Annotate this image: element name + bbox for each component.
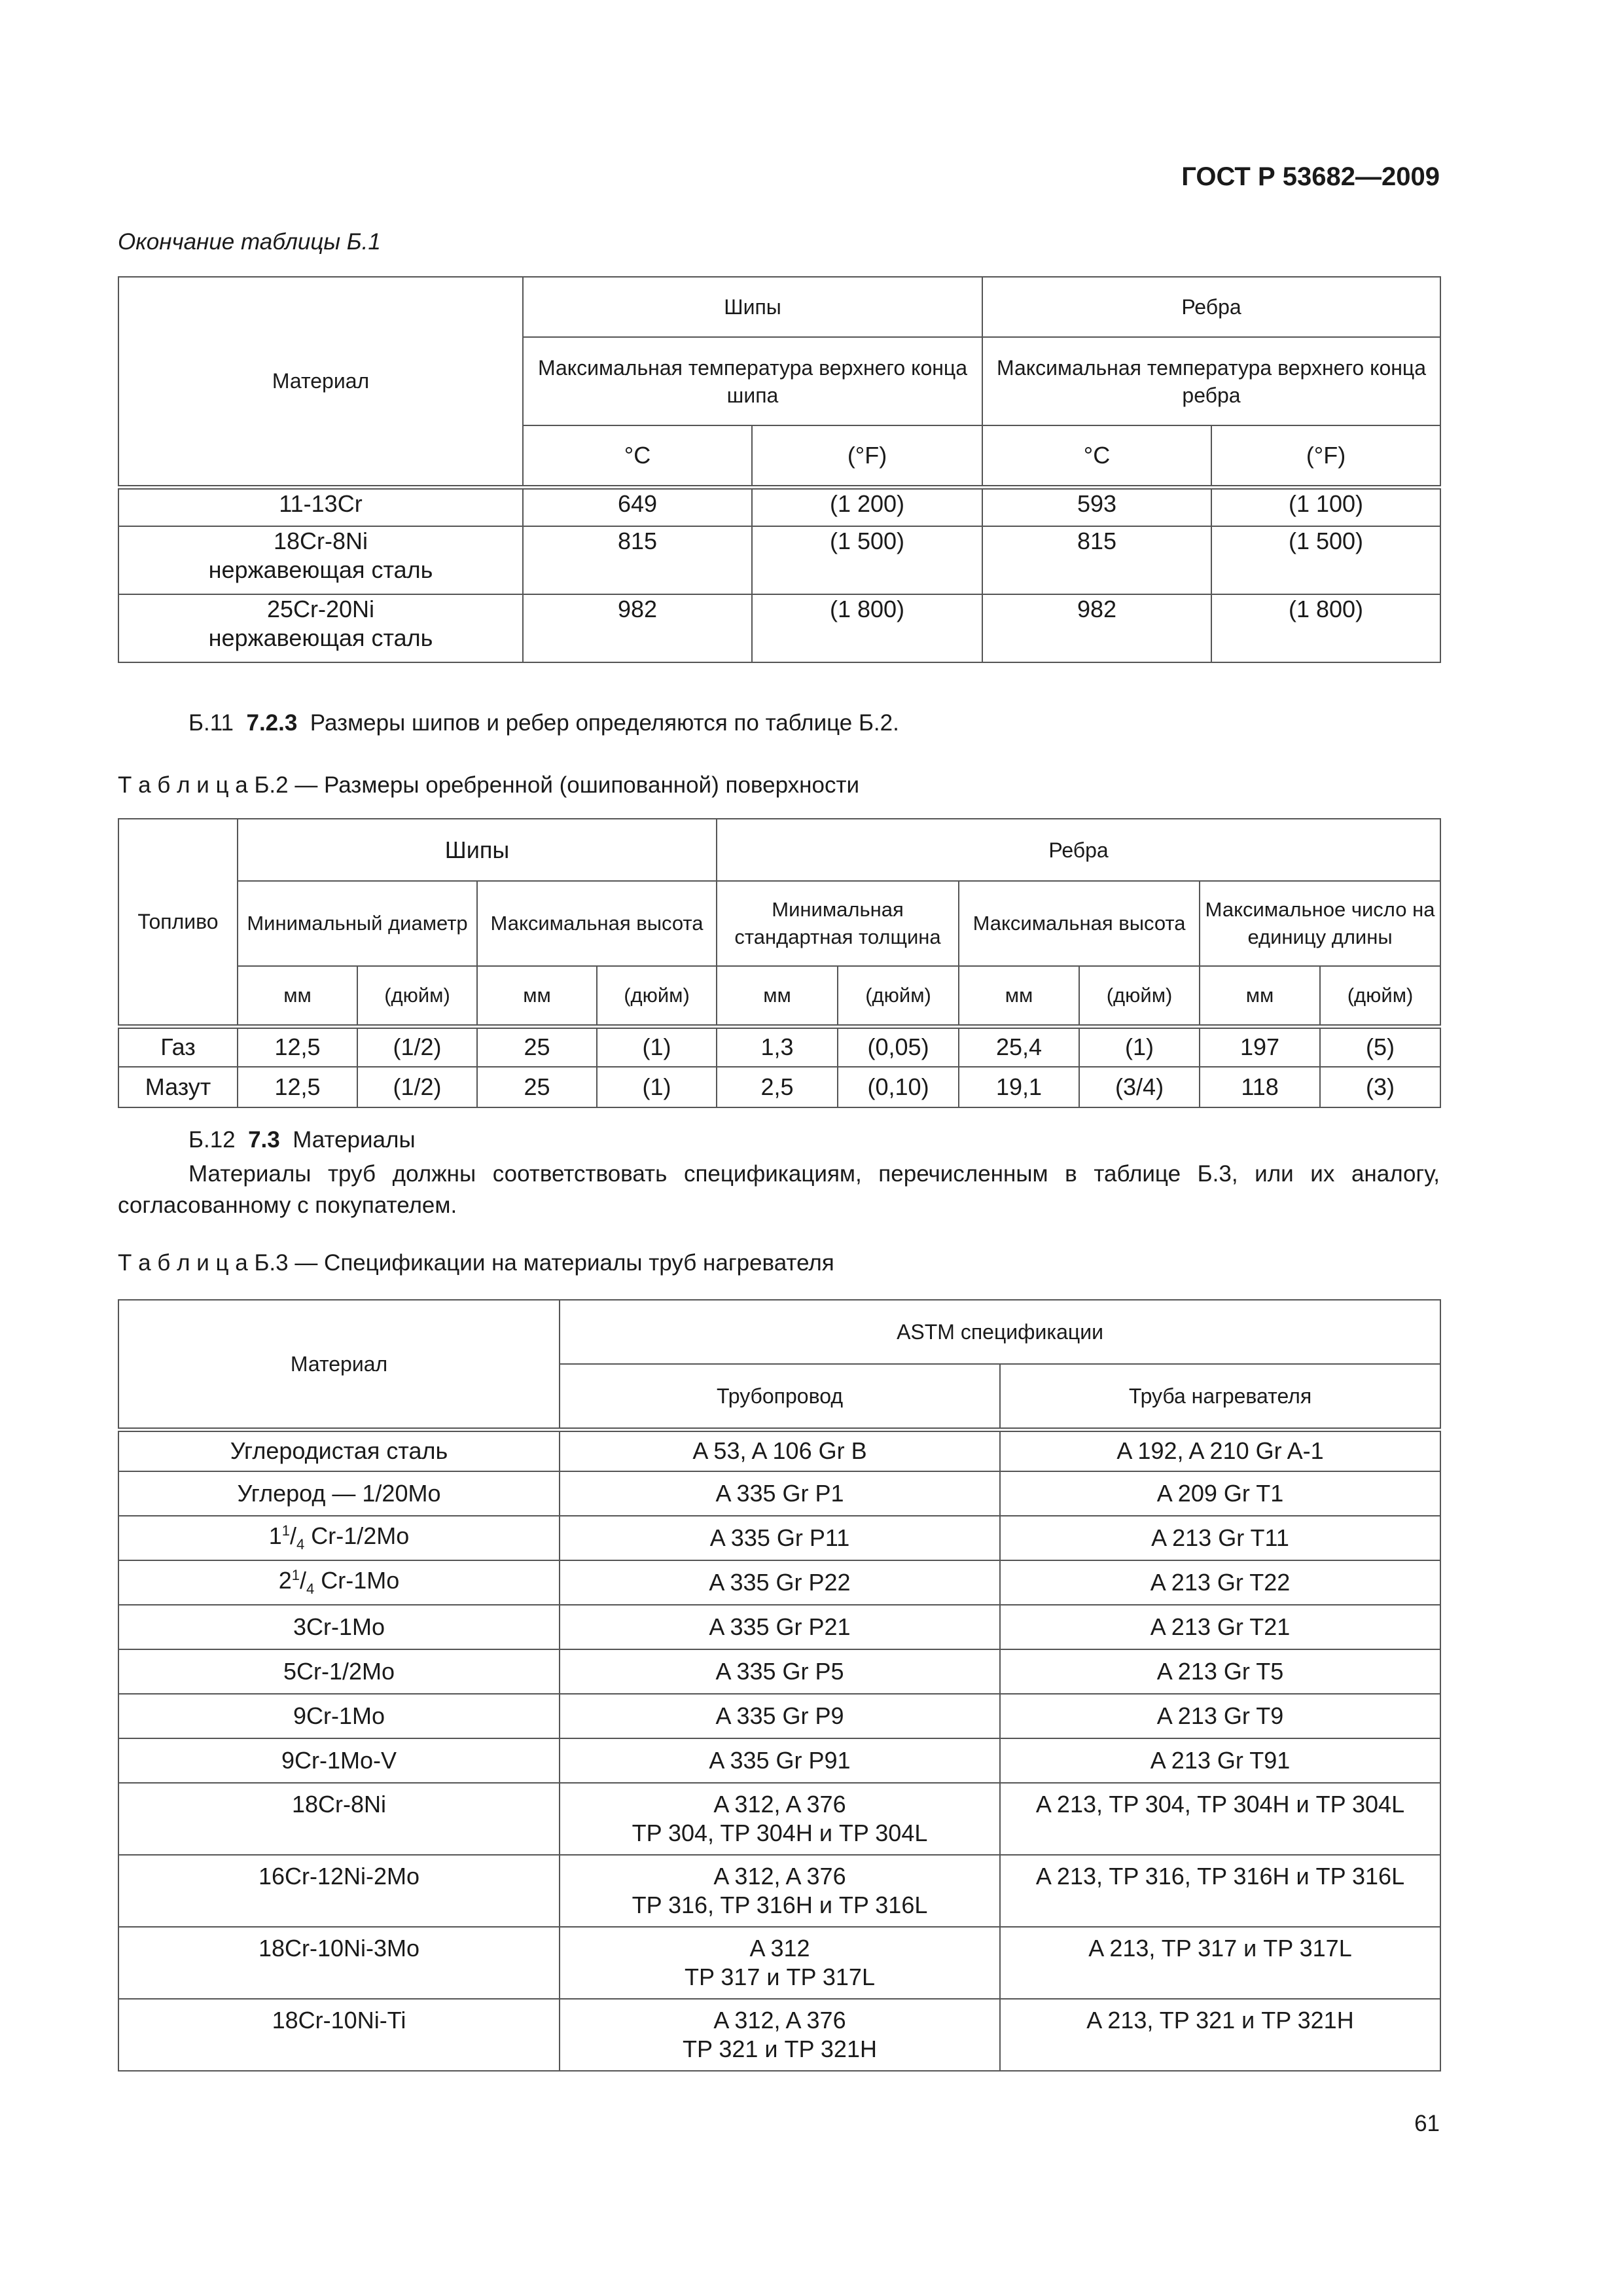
value-cell: 982: [523, 594, 752, 662]
paragraph-b11: Б.11 7.2.3 Размеры шипов и ребер определяются по таблице Б.2.: [188, 710, 899, 736]
table-row: [118, 1067, 1440, 1107]
header-spike-max-temp: Максимальная температура верхнего конца шипа: [523, 337, 982, 425]
pipeline-cell: A 335 Gr P1: [560, 1471, 1000, 1516]
header-spikes: Шипы: [238, 819, 717, 881]
value-cell: 12,5: [238, 1067, 357, 1107]
pipeline-cell: A 312, A 376 TP 304, TP 304H и TP 304L: [560, 1783, 1000, 1855]
heater-tube-cell: A 213 Gr T11: [1000, 1516, 1440, 1560]
header-min-diameter: Минимальный диаметр: [238, 881, 477, 966]
value-cell: (5): [1320, 1026, 1440, 1067]
material-cell: 18Cr-10Ni-3Mo: [118, 1927, 560, 1999]
heater-tube-cell: A 213 Gr T22: [1000, 1560, 1440, 1605]
pipeline-cell: A 335 Gr P22: [560, 1560, 1000, 1605]
value-cell: (0,10): [838, 1067, 959, 1107]
table-b1-caption: Окончание таблицы Б.1: [118, 229, 381, 255]
table-b3: [118, 1299, 1441, 2072]
header-spikes: Шипы: [523, 277, 982, 337]
value-cell: 593: [982, 487, 1211, 526]
material-cell: 3Cr-1Mo: [118, 1605, 560, 1649]
heater-tube-cell: A 213, TP 316, TP 316H и TP 316L: [1000, 1855, 1440, 1927]
table-b3-caption: Т а б л и ц а Б.3 — Спецификации на материалы труб нагревателя: [118, 1250, 834, 1276]
value-cell: (1 500): [1211, 526, 1440, 594]
header-fuel: Топливо: [118, 819, 238, 1026]
heater-tube-cell: A 213 Gr T5: [1000, 1649, 1440, 1694]
pipeline-cell: A 335 Gr P11: [560, 1516, 1000, 1560]
table-row: [118, 1516, 1440, 1560]
unit-mm: мм: [717, 966, 838, 1026]
pipeline-cell: A 335 Gr P9: [560, 1694, 1000, 1738]
paragraph-b12-body: Материалы труб должны соответствовать спецификациям, перечисленным в таблице Б.3, или их аналогу, согласованному с покупателем.: [118, 1161, 1440, 1218]
value-cell: (1): [1079, 1026, 1200, 1067]
pipeline-cell: A 53, A 106 Gr B: [560, 1429, 1000, 1471]
material-cell: 25Cr-20Ni нержавеющая сталь: [118, 594, 523, 662]
header-ribs: Ребра: [717, 819, 1440, 881]
table-row: [118, 526, 1440, 594]
table-row: [118, 487, 1440, 526]
table-row: [118, 1026, 1440, 1067]
value-cell: 25: [477, 1026, 597, 1067]
value-cell: (1): [597, 1067, 717, 1107]
header-material: Материал: [118, 1300, 560, 1429]
material-cell: $1^1/_4$ Cr-1/2Mo: [118, 1516, 560, 1560]
value-cell: (1/2): [357, 1026, 477, 1067]
pipeline-cell: A 335 Gr P91: [560, 1738, 1000, 1783]
header-astm: ASTM спецификации: [560, 1300, 1440, 1364]
material-cell: 5Cr-1/2Mo: [118, 1649, 560, 1694]
unit-celsius: °С: [982, 425, 1211, 487]
value-cell: 1,3: [717, 1026, 838, 1067]
table-b1: [118, 276, 1441, 663]
heater-tube-cell: A 192, A 210 Gr A-1: [1000, 1429, 1440, 1471]
unit-mm: мм: [959, 966, 1079, 1026]
header-heater-tube: Труба нагревателя: [1000, 1364, 1440, 1429]
material-cell: 11-13Cr: [118, 487, 523, 526]
material-cell: 18Cr-10Ni-Ti: [118, 1999, 560, 2071]
heater-tube-cell: A 213 Gr T91: [1000, 1738, 1440, 1783]
table-b2: [118, 818, 1441, 1108]
value-cell: 2,5: [717, 1067, 838, 1107]
value-cell: 982: [982, 594, 1211, 662]
table-row: [118, 1560, 1440, 1605]
value-cell: 25: [477, 1067, 597, 1107]
pipeline-cell: A 312 TP 317 и TP 317L: [560, 1927, 1000, 1999]
header-max-height: Максимальная высота: [477, 881, 717, 966]
pipeline-cell: A 312, A 376 TP 316, TP 316H и TP 316L: [560, 1855, 1000, 1927]
unit-mm: мм: [238, 966, 357, 1026]
pipeline-cell: A 312, A 376 TP 321 и TP 321H: [560, 1999, 1000, 2071]
value-cell: (3): [1320, 1067, 1440, 1107]
table-row: [118, 1605, 1440, 1649]
table-row: [118, 1694, 1440, 1738]
value-cell: 12,5: [238, 1026, 357, 1067]
fuel-cell: Газ: [118, 1026, 238, 1067]
table-row: [118, 1855, 1440, 1927]
unit-celsius: °С: [523, 425, 752, 487]
heater-tube-cell: A 213 Gr T9: [1000, 1694, 1440, 1738]
value-cell: (0,05): [838, 1026, 959, 1067]
material-cell: $2^1/_4$ Cr-1Mo: [118, 1560, 560, 1605]
value-cell: (1 100): [1211, 487, 1440, 526]
value-cell: 25,4: [959, 1026, 1079, 1067]
value-cell: (3/4): [1079, 1067, 1200, 1107]
unit-mm: мм: [1200, 966, 1320, 1026]
unit-inch: (дюйм): [1320, 966, 1440, 1026]
heater-tube-cell: A 213 Gr T21: [1000, 1605, 1440, 1649]
value-cell: 649: [523, 487, 752, 526]
header-pipeline: Трубопровод: [560, 1364, 1000, 1429]
header-min-thickness: Минимальная стандартная толщина: [717, 881, 959, 966]
value-cell: (1/2): [357, 1067, 477, 1107]
header-max-height: Максимальная высота: [959, 881, 1200, 966]
heater-tube-cell: A 213, TP 317 и TP 317L: [1000, 1927, 1440, 1999]
header-rib-max-temp: Максимальная температура верхнего конца ребра: [982, 337, 1440, 425]
value-cell: (1 500): [752, 526, 982, 594]
fuel-cell: Мазут: [118, 1067, 238, 1107]
unit-fahrenheit: (°F): [1211, 425, 1440, 487]
material-cell: 9Cr-1Mo-V: [118, 1738, 560, 1783]
pipeline-cell: A 335 Gr P21: [560, 1605, 1000, 1649]
unit-inch: (дюйм): [357, 966, 477, 1026]
table-row: [118, 1999, 1440, 2071]
heater-tube-cell: A 213, TP 321 и TP 321H: [1000, 1999, 1440, 2071]
table-row: [118, 1927, 1440, 1999]
table-row: [118, 1649, 1440, 1694]
heater-tube-cell: A 213, TP 304, TP 304H и TP 304L: [1000, 1783, 1440, 1855]
pipeline-cell: A 335 Gr P5: [560, 1649, 1000, 1694]
value-cell: 19,1: [959, 1067, 1079, 1107]
value-cell: (1 800): [752, 594, 982, 662]
unit-inch: (дюйм): [597, 966, 717, 1026]
table-row: [118, 594, 1440, 662]
header-ribs: Ребра: [982, 277, 1440, 337]
paragraph-b12-heading: Б.12 7.3 Материалы: [188, 1127, 416, 1153]
material-cell: 18Cr-8Ni нержавеющая сталь: [118, 526, 523, 594]
header-max-count: Максимальное число на единицу длины: [1200, 881, 1440, 966]
value-cell: 197: [1200, 1026, 1320, 1067]
page-number: 61: [1414, 2111, 1440, 2136]
unit-inch: (дюйм): [1079, 966, 1200, 1026]
table-row: [118, 1471, 1440, 1516]
value-cell: 118: [1200, 1067, 1320, 1107]
unit-mm: мм: [477, 966, 597, 1026]
value-cell: (1 200): [752, 487, 982, 526]
document-header: ГОСТ Р 53682—2009: [1181, 162, 1440, 191]
table-row: [118, 1738, 1440, 1783]
value-cell: (1 800): [1211, 594, 1440, 662]
table-row: [118, 1429, 1440, 1471]
value-cell: 815: [982, 526, 1211, 594]
table-b2-caption: Т а б л и ц а Б.2 — Размеры оребренной (ошипованной) поверхности: [118, 772, 860, 798]
material-cell: 18Cr-8Ni: [118, 1783, 560, 1855]
material-cell: 9Cr-1Mo: [118, 1694, 560, 1738]
value-cell: (1): [597, 1026, 717, 1067]
value-cell: 815: [523, 526, 752, 594]
material-cell: Углерод — 1/20Mo: [118, 1471, 560, 1516]
material-cell: Углеродистая сталь: [118, 1429, 560, 1471]
unit-inch: (дюйм): [838, 966, 959, 1026]
heater-tube-cell: A 209 Gr T1: [1000, 1471, 1440, 1516]
unit-fahrenheit: (°F): [752, 425, 982, 487]
header-material: Материал: [118, 277, 523, 487]
table-row: [118, 1783, 1440, 1855]
material-cell: 16Cr-12Ni-2Mo: [118, 1855, 560, 1927]
